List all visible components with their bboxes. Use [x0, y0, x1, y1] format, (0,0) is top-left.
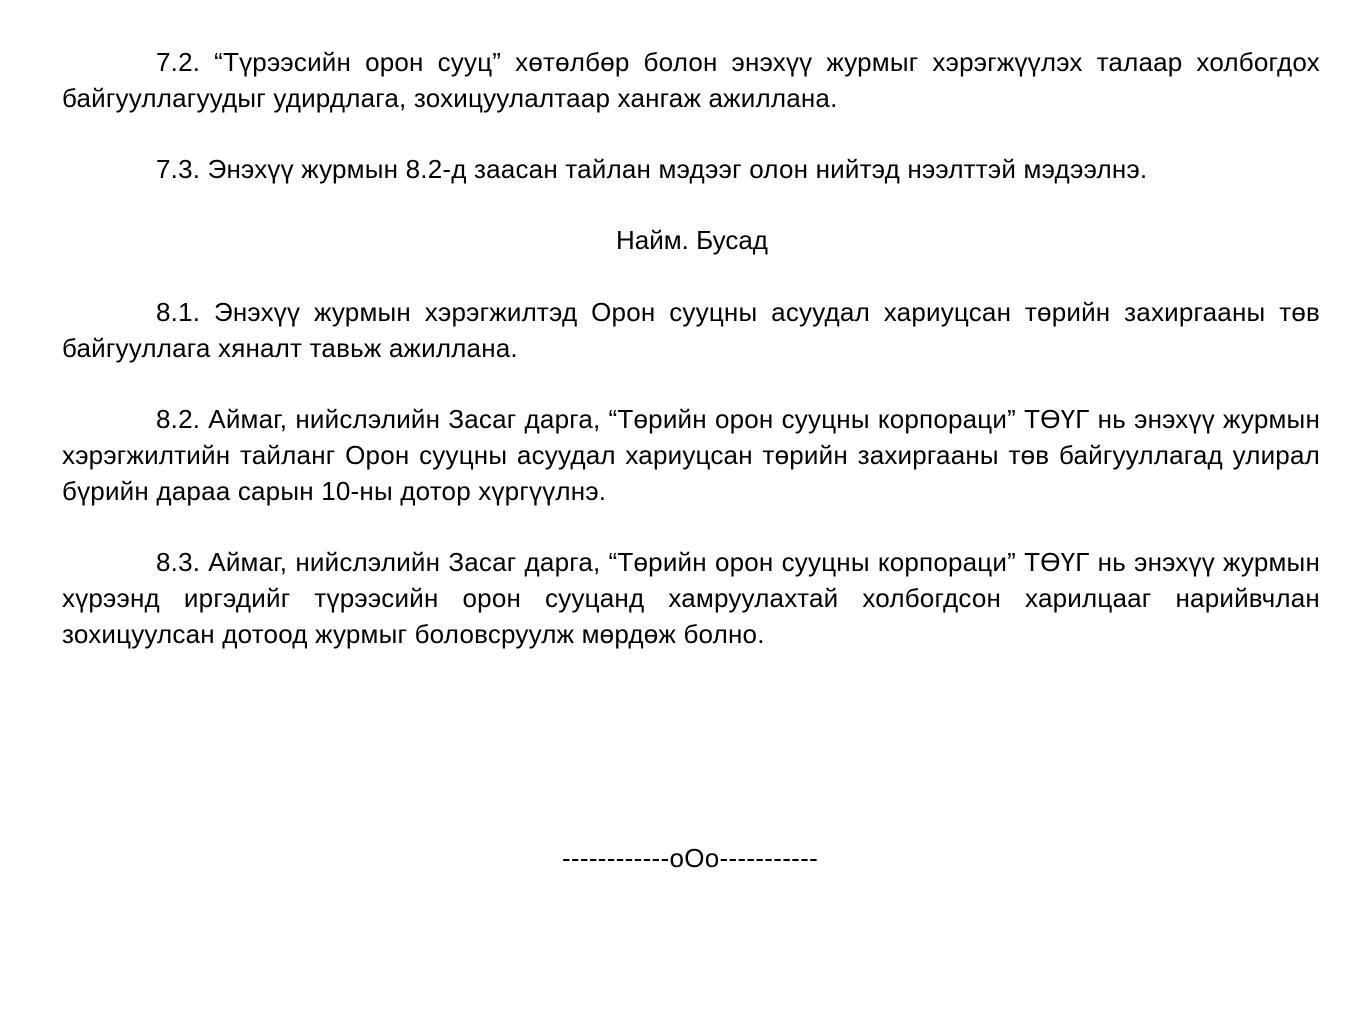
paragraph-8-1: 8.1. Энэхүү журмын хэрэгжилтэд Орон сууцны асуудал хариуцсан төрийн захиргааны төв байгууллага хяналт тавьж ажиллана.	[62, 297, 1320, 363]
paragraph-7-3: 7.3. Энэхүү журмын 8.2-д заасан тайлан мэдээг олон нийтэд нээлттэй мэдээлнэ.	[156, 154, 1148, 184]
paragraph-8-3: 8.3. Аймаг, нийслэлийн Засаг дарга, “Төрийн орон сууцны корпораци” ТӨҮГ нь энэхүү журмын хүрээнд иргэдийг түрээсийн орон сууцанд хамруулахтай холбогдсон харилцааг нарийвчлан зохицуулсан дотоод журмыг боловсруулж мөрдөж болно.	[62, 547, 1320, 649]
document-page	[62, 44, 1320, 687]
section-heading: Найм. Бусад	[616, 225, 768, 255]
paragraph-7-2: 7.2. “Түрээсийн орон сууц” хөтөлбөр болон энэхүү журмыг хэрэгжүүлэх талаар холбогдох байгууллагуудыг удирдлага, зохицуулалтаар хангаж ажиллана.	[62, 47, 1320, 113]
paragraph-8-2: 8.2. Аймаг, нийслэлийн Засаг дарга, “Төрийн орон сууцны корпораци” ТӨҮГ нь энэхүү журмын хэрэгжилтийн тайланг Орон сууцны асуудал хариуцсан төрийн захиргааны төв байгууллагад улирал бүрийн дараа сарын 10-ны дотор хүргүүлнэ.	[62, 404, 1320, 506]
closing-mark: ------------oOo-----------	[561, 843, 819, 873]
